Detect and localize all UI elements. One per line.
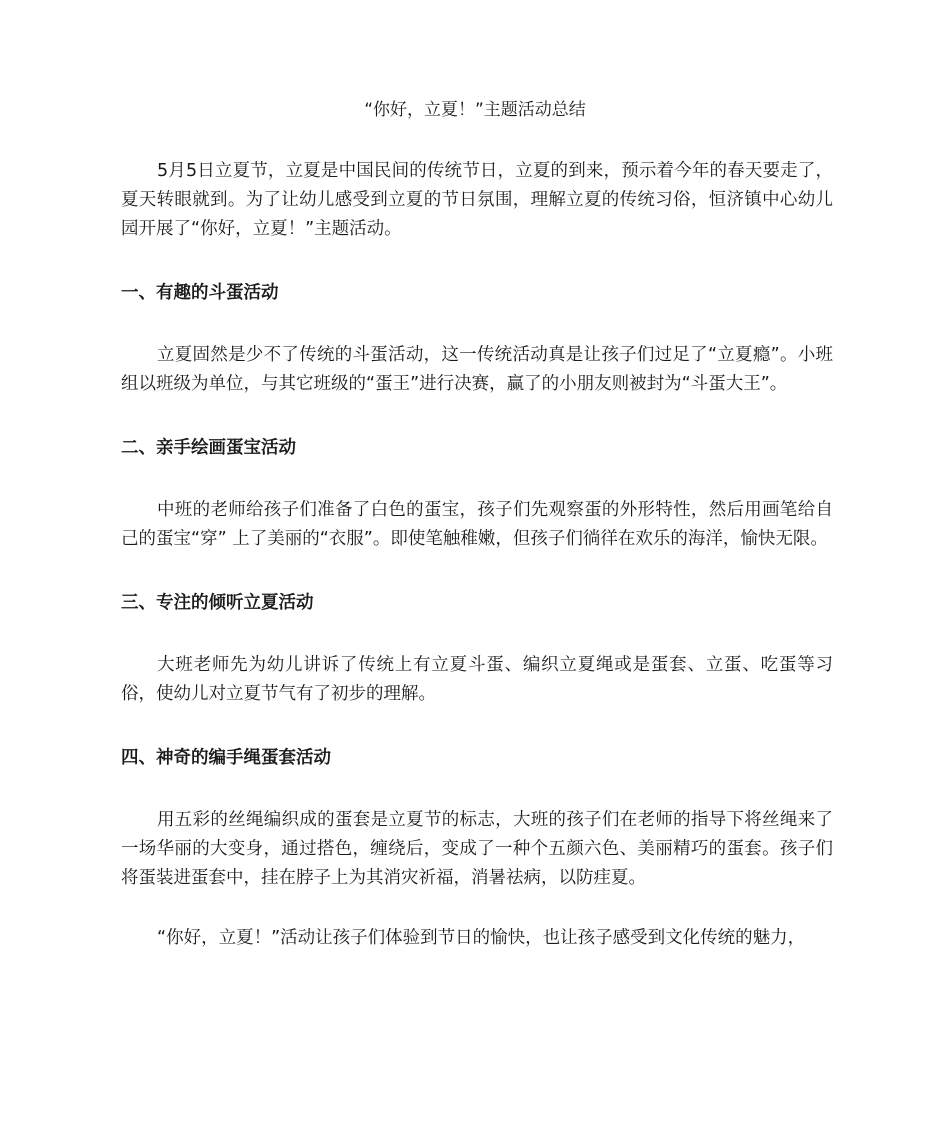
section-heading-4: 四、神奇的编手绳蛋套活动 — [121, 748, 331, 768]
closing-paragraph: “你好，立夏！”活动让孩子们体验到节日的愉快，也让孩子感受到文化传统的魅力， — [157, 928, 806, 948]
section-body-3: 大班老师先为幼儿讲诉了传统上有立夏斗蛋、编织立夏绳或是蛋套、立蛋、吃蛋等习俗，使幼儿对立夏节气有了初步的理解。 — [121, 655, 833, 704]
intro-paragraph: 5月5日立夏节，立夏是中国民间的传统节日，立夏的到来，预示着今年的春天要走了，夏天转眼就到。为了让幼儿感受到立夏的节日氛围，理解立夏的传统习俗，恒济镇中心幼儿园开展了“你好，立夏！”主题活动。 — [121, 161, 833, 239]
section-heading-1: 一、有趣的斗蛋活动 — [121, 283, 279, 303]
section-body-4: 用五彩的丝绳编织成的蛋套是立夏节的标志，大班的孩子们在老师的指导下将丝绳来了一场华丽的大变身，通过搭色，缠绕后，变成了一种个五颜六色、美丽精巧的蛋套。孩子们将蛋装进蛋套中，挂在脖子上为其消灾祈福，消暑祛病，以防疰夏。 — [121, 810, 833, 888]
section-heading-2: 二、亲手绘画蛋宝活动 — [121, 438, 296, 458]
document-body — [121, 157, 833, 953]
section-body-2: 中班的老师给孩子们准备了白色的蛋宝，孩子们先观察蛋的外形特性，然后用画笔给自己的蛋宝“穿” 上了美丽的“衣服”。即使笔触稚嫩，但孩子们徜徉在欢乐的海洋，愉快无限。 — [121, 500, 833, 549]
section-body-1: 立夏固然是少不了传统的斗蛋活动，这一传统活动真是让孩子们过足了“立夏瘾”。小班组以班级为单位，与其它班级的“蛋王”进行决赛，赢了的小朋友则被封为“斗蛋大王”。 — [121, 345, 833, 394]
document-title: “你好，立夏！”主题活动总结 — [364, 100, 586, 120]
section-heading-3: 三、专注的倾听立夏活动 — [121, 593, 314, 613]
